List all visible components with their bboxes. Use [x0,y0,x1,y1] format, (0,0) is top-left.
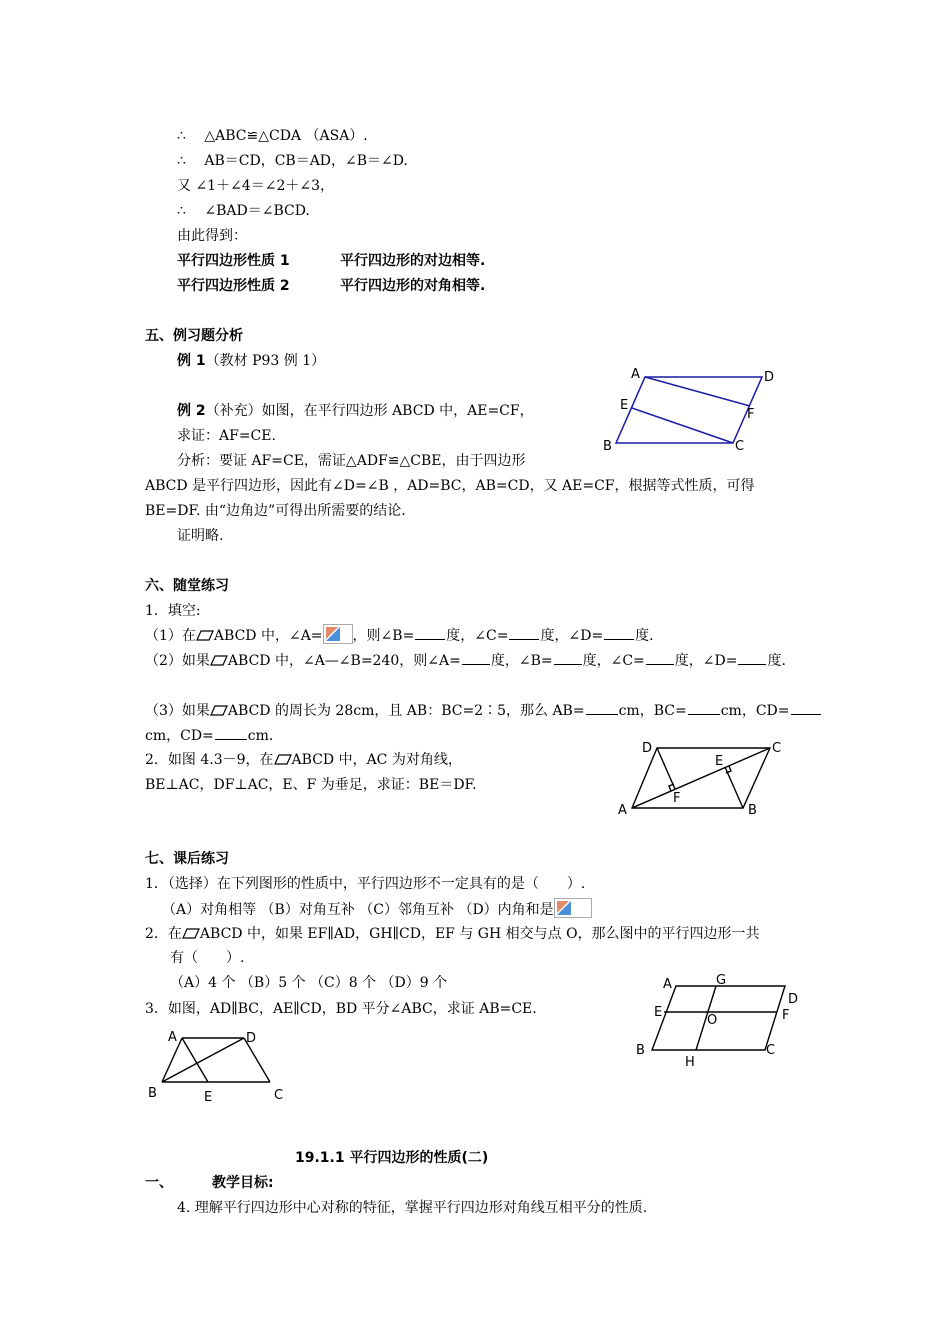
parallelogram-icon [210,705,228,716]
section-5-heading: 五、例习题分析 [145,328,243,344]
label-e: E [204,1090,213,1105]
label-c: C [772,741,782,756]
example-2-label: 例 2 [177,403,206,419]
label-c: C [735,439,745,454]
label-e: E [654,1005,663,1020]
section-6-heading: 六、随堂练习 [145,578,229,594]
label-f: F [747,407,755,422]
proof-line-3: 又 ∠1＋∠4＝∠2＋∠3， [177,178,335,194]
label-a: A [631,367,640,382]
label-b: B [148,1086,157,1101]
figure-grid-parallelogram [632,970,812,1072]
analysis-line-3: BE=DF. 由“边角边”可得出所需要的结论. [145,503,406,519]
label-c: C [766,1043,776,1058]
answer-blank[interactable] [688,700,720,715]
section-1-number: 一、 [145,1175,173,1191]
practice-q1-3-cont [145,725,273,746]
text: ABCD 的周长为 28cm，且 AB：BC=2∶5，那么 AB= [227,703,585,719]
example-1-label: 例 1 [177,353,206,369]
text: 2．在 [145,926,182,942]
answer-blank[interactable] [586,700,618,715]
example-2-text: （补充）如图，在平行四边形 ABCD 中，AE=CF， [205,403,534,419]
label-b: B [603,439,612,454]
example-1-text: （教材 P93 例 1） [205,353,326,369]
proof-line-1: ∴ △ABC≌△CDA （ASA）. [177,128,368,144]
parallelogram-icon [182,928,200,939]
homework-q2-line-1 [145,924,760,944]
label-g: G [716,973,727,988]
label-f: F [782,1008,790,1023]
label-d: D [788,992,799,1007]
figure-trapezoid [140,1025,300,1107]
homework-q1: 1．（选择）在下列图形的性质中，平行四边形不一定具有的是（ ）. [145,876,586,892]
segment-be [725,767,743,808]
label-o: O [707,1013,718,1028]
practice-q2-line-1 [145,750,462,770]
label-a: A [618,803,627,818]
practice-q1-1 [145,624,654,646]
answer-blank[interactable] [738,650,766,665]
label-e: E [715,754,724,769]
figure-perpendiculars [612,736,792,820]
label-d: D [246,1031,257,1046]
segment-af [645,377,750,406]
text: （3）如果 [145,703,210,719]
answer-blank[interactable] [791,700,821,715]
missing-image-icon [323,624,353,644]
segment-df [657,748,675,789]
text: ABCD 中，AC 为对角线， [291,752,462,768]
text: 度，∠C= [446,628,509,644]
property-2-name: 平行四边形性质 2 [177,278,290,294]
analysis-line-1: 分析：要证 AF=CE，需证△ADF≌△CBE，由于四边形 [177,453,526,469]
label-a: A [663,977,672,992]
example-2 [177,401,534,421]
text: cm，CD= [145,728,214,744]
text: 度，∠D= [540,628,604,644]
answer-blank[interactable] [554,650,582,665]
answer-blank[interactable] [415,625,445,640]
text: （1）在 [145,628,196,644]
property-1-text: 平行四边形的对边相等. [340,253,486,269]
proof-omitted: 证明略. [177,528,224,544]
text: cm，CD= [720,703,790,719]
text: 2．如图 4.3－9，在 [145,752,274,768]
label-d: D [764,370,775,385]
label-h: H [685,1055,695,1070]
practice-q2-line-2: BE⊥AC，DF⊥AC，E、F 为垂足，求证：BE＝DF. [145,777,477,793]
answer-blank[interactable] [604,625,634,640]
label-b: B [748,803,757,818]
example-1 [177,351,325,371]
text: cm，BC= [618,703,687,719]
text: ABCD 中，∠A= [213,628,323,644]
parallelogram-icon [274,754,292,765]
text: 度，∠B= [490,653,553,669]
text: cm. [247,728,274,744]
options-text: （A）对角相等 （B）对角互补 （C）邻角互补 （D）内角和是 [162,902,554,918]
answer-blank[interactable] [646,650,674,665]
text: ，则∠B= [352,628,415,644]
answer-blank[interactable] [462,650,490,665]
section-7-heading: 七、课后练习 [145,851,229,867]
parallelogram-icon [210,655,228,666]
label-a: A [168,1030,177,1045]
homework-q1-options [162,898,592,920]
practice-q1: 1．填空: [145,603,201,619]
proof-line-2: ∴ AB＝CD，CB＝AD，∠B＝∠D. [177,153,408,169]
parallelogram-icon [196,630,214,641]
figure-parallelogram-aecf [598,362,788,454]
label-e: E [620,398,629,413]
text: 度，∠C= [582,653,645,669]
text: ABCD 中，如果 EF∥AD，GH∥CD，EF 与 GH 相交与点 O，那么图中的平行四边形一共 [199,926,760,942]
segment-ec [632,408,733,443]
label-f: F [673,791,681,806]
analysis-line-2: ABCD 是平行四边形，因此有∠D=∠B ，AD=BC，AB=CD，又 AE=CF，根据等式性质，可得 [145,478,755,494]
label-c: C [274,1088,284,1103]
property-2-text: 平行四边形的对角相等. [340,278,486,294]
practice-q1-2 [145,650,786,671]
answer-blank[interactable] [509,625,539,640]
goal-4: 4. 理解平行四边形中心对称的特征，掌握平行四边形对角线互相平分的性质. [177,1200,648,1216]
homework-q2-line-2: 有（ ）. [170,950,245,966]
property-1-name: 平行四边形性质 1 [177,253,290,269]
text: ABCD 中，∠A—∠B=240，则∠A= [227,653,461,669]
homework-q2-options: （A）4 个 （B）5 个 （C）8 个 （D）9 个 [170,975,448,991]
lesson-title: 19.1.1 平行四边形的性质(二) [295,1150,489,1166]
parallelogram-abcd [652,986,785,1050]
proof-line-4: ∴ ∠BAD＝∠BCD. [177,203,310,219]
text: 度. [767,653,786,669]
text: 度，∠D= [674,653,738,669]
practice-q1-3 [145,700,822,721]
label-d: D [642,741,653,756]
label-b: B [636,1043,645,1058]
section-1-title: 教学目标: [212,1175,274,1191]
example-2-prove: 求证：AF=CE. [177,428,276,444]
answer-blank[interactable] [215,725,247,740]
homework-q3: 3．如图，AD∥BC，AE∥CD，BD 平分∠ABC，求证 AB=CE. [145,1001,537,1017]
text: （2）如果 [145,653,210,669]
proof-line-5: 由此得到： [177,228,247,244]
missing-image-icon [554,898,592,918]
text: 度. [635,628,654,644]
